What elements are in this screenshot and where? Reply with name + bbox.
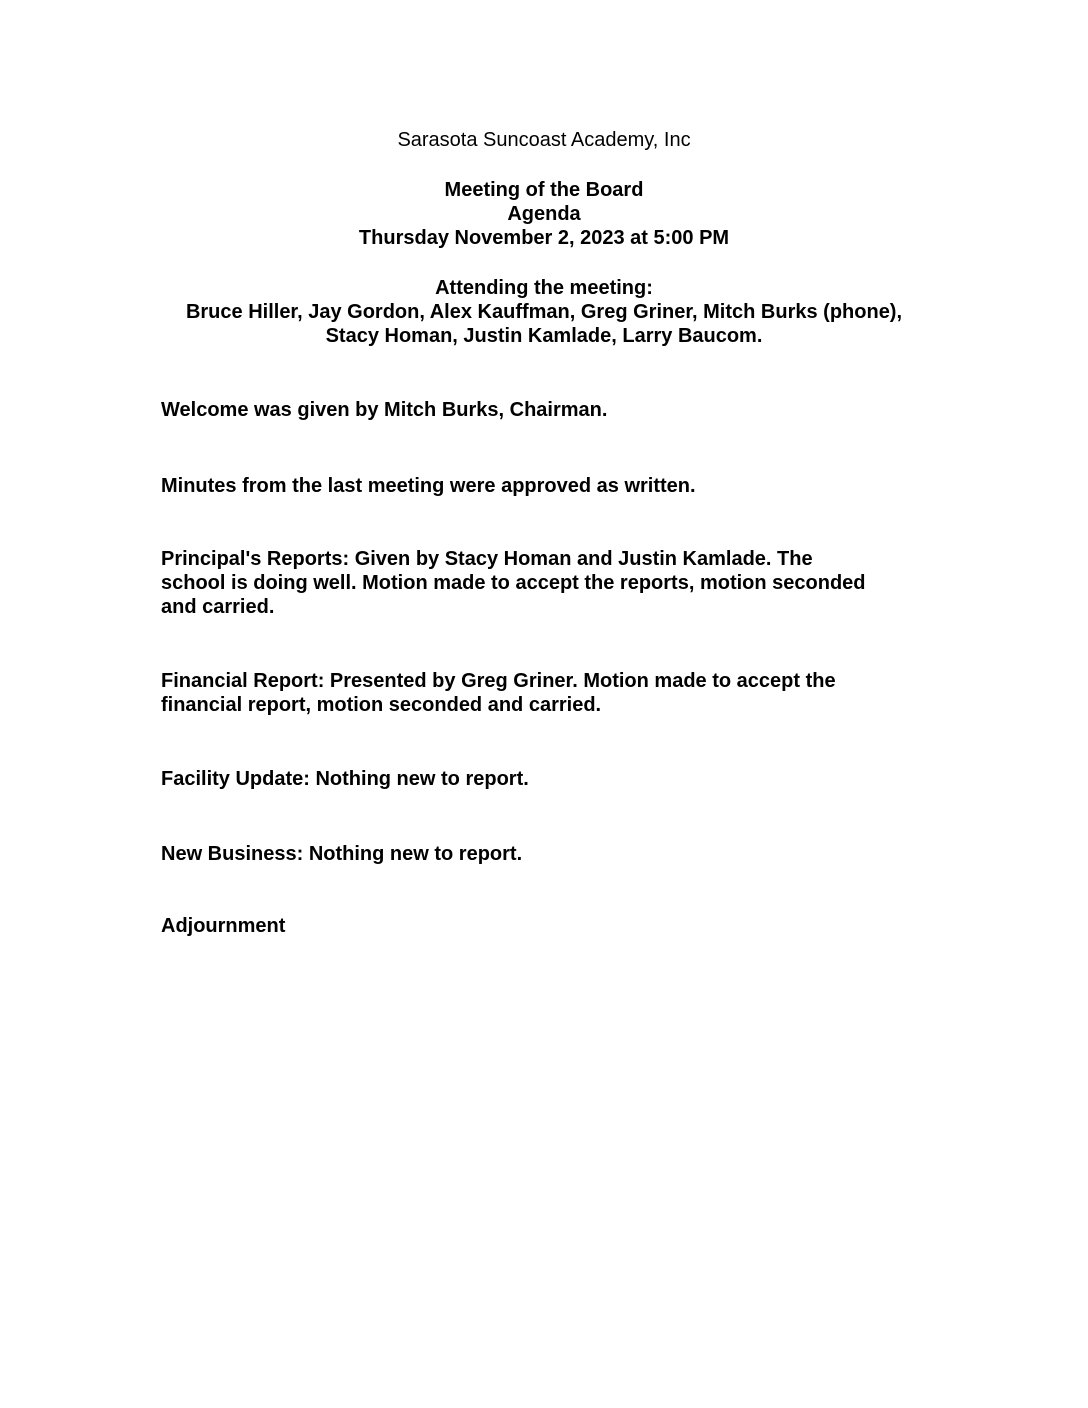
facility-update-item bbox=[161, 767, 941, 791]
item-line: and carried. bbox=[161, 596, 275, 618]
meeting-date-time: Thursday November 2, 2023 at 5:00 PM bbox=[358, 227, 730, 249]
meeting-heading bbox=[0, 178, 1088, 250]
item-line: Financial Report: Presented by Greg Griner. Motion made to accept the bbox=[161, 670, 836, 692]
item-line: Facility Update: Nothing new to report. bbox=[161, 768, 529, 790]
principals-report-item bbox=[161, 547, 941, 619]
agenda-label: Agenda bbox=[507, 203, 581, 225]
welcome-item bbox=[161, 398, 941, 422]
item-line: Adjournment bbox=[161, 915, 286, 937]
attendance-heading: Attending the meeting: bbox=[435, 277, 653, 299]
item-line: school is doing well. Motion made to accept the reports, motion seconded bbox=[161, 572, 866, 594]
item-line: Minutes from the last meeting were approved as written. bbox=[161, 475, 696, 497]
item-line: Principal's Reports: Given by Stacy Homan and Justin Kamlade. The bbox=[161, 548, 813, 570]
meeting-title: Meeting of the Board bbox=[444, 179, 644, 201]
item-line: Welcome was given by Mitch Burks, Chairman. bbox=[161, 399, 608, 421]
new-business-item bbox=[161, 842, 941, 866]
adjournment-item bbox=[161, 914, 941, 938]
attendance-line: Bruce Hiller, Jay Gordon, Alex Kauffman, Greg Griner, Mitch Burks (phone), bbox=[185, 301, 903, 323]
item-line: New Business: Nothing new to report. bbox=[161, 843, 523, 865]
financial-report-item bbox=[161, 669, 941, 717]
minutes-item bbox=[161, 474, 941, 498]
attendance-section bbox=[0, 276, 1088, 348]
attendance-line: Stacy Homan, Justin Kamlade, Larry Baucom. bbox=[325, 325, 763, 347]
item-line: financial report, motion seconded and carried. bbox=[161, 694, 602, 716]
organization-name: Sarasota Suncoast Academy, Inc bbox=[397, 129, 691, 151]
